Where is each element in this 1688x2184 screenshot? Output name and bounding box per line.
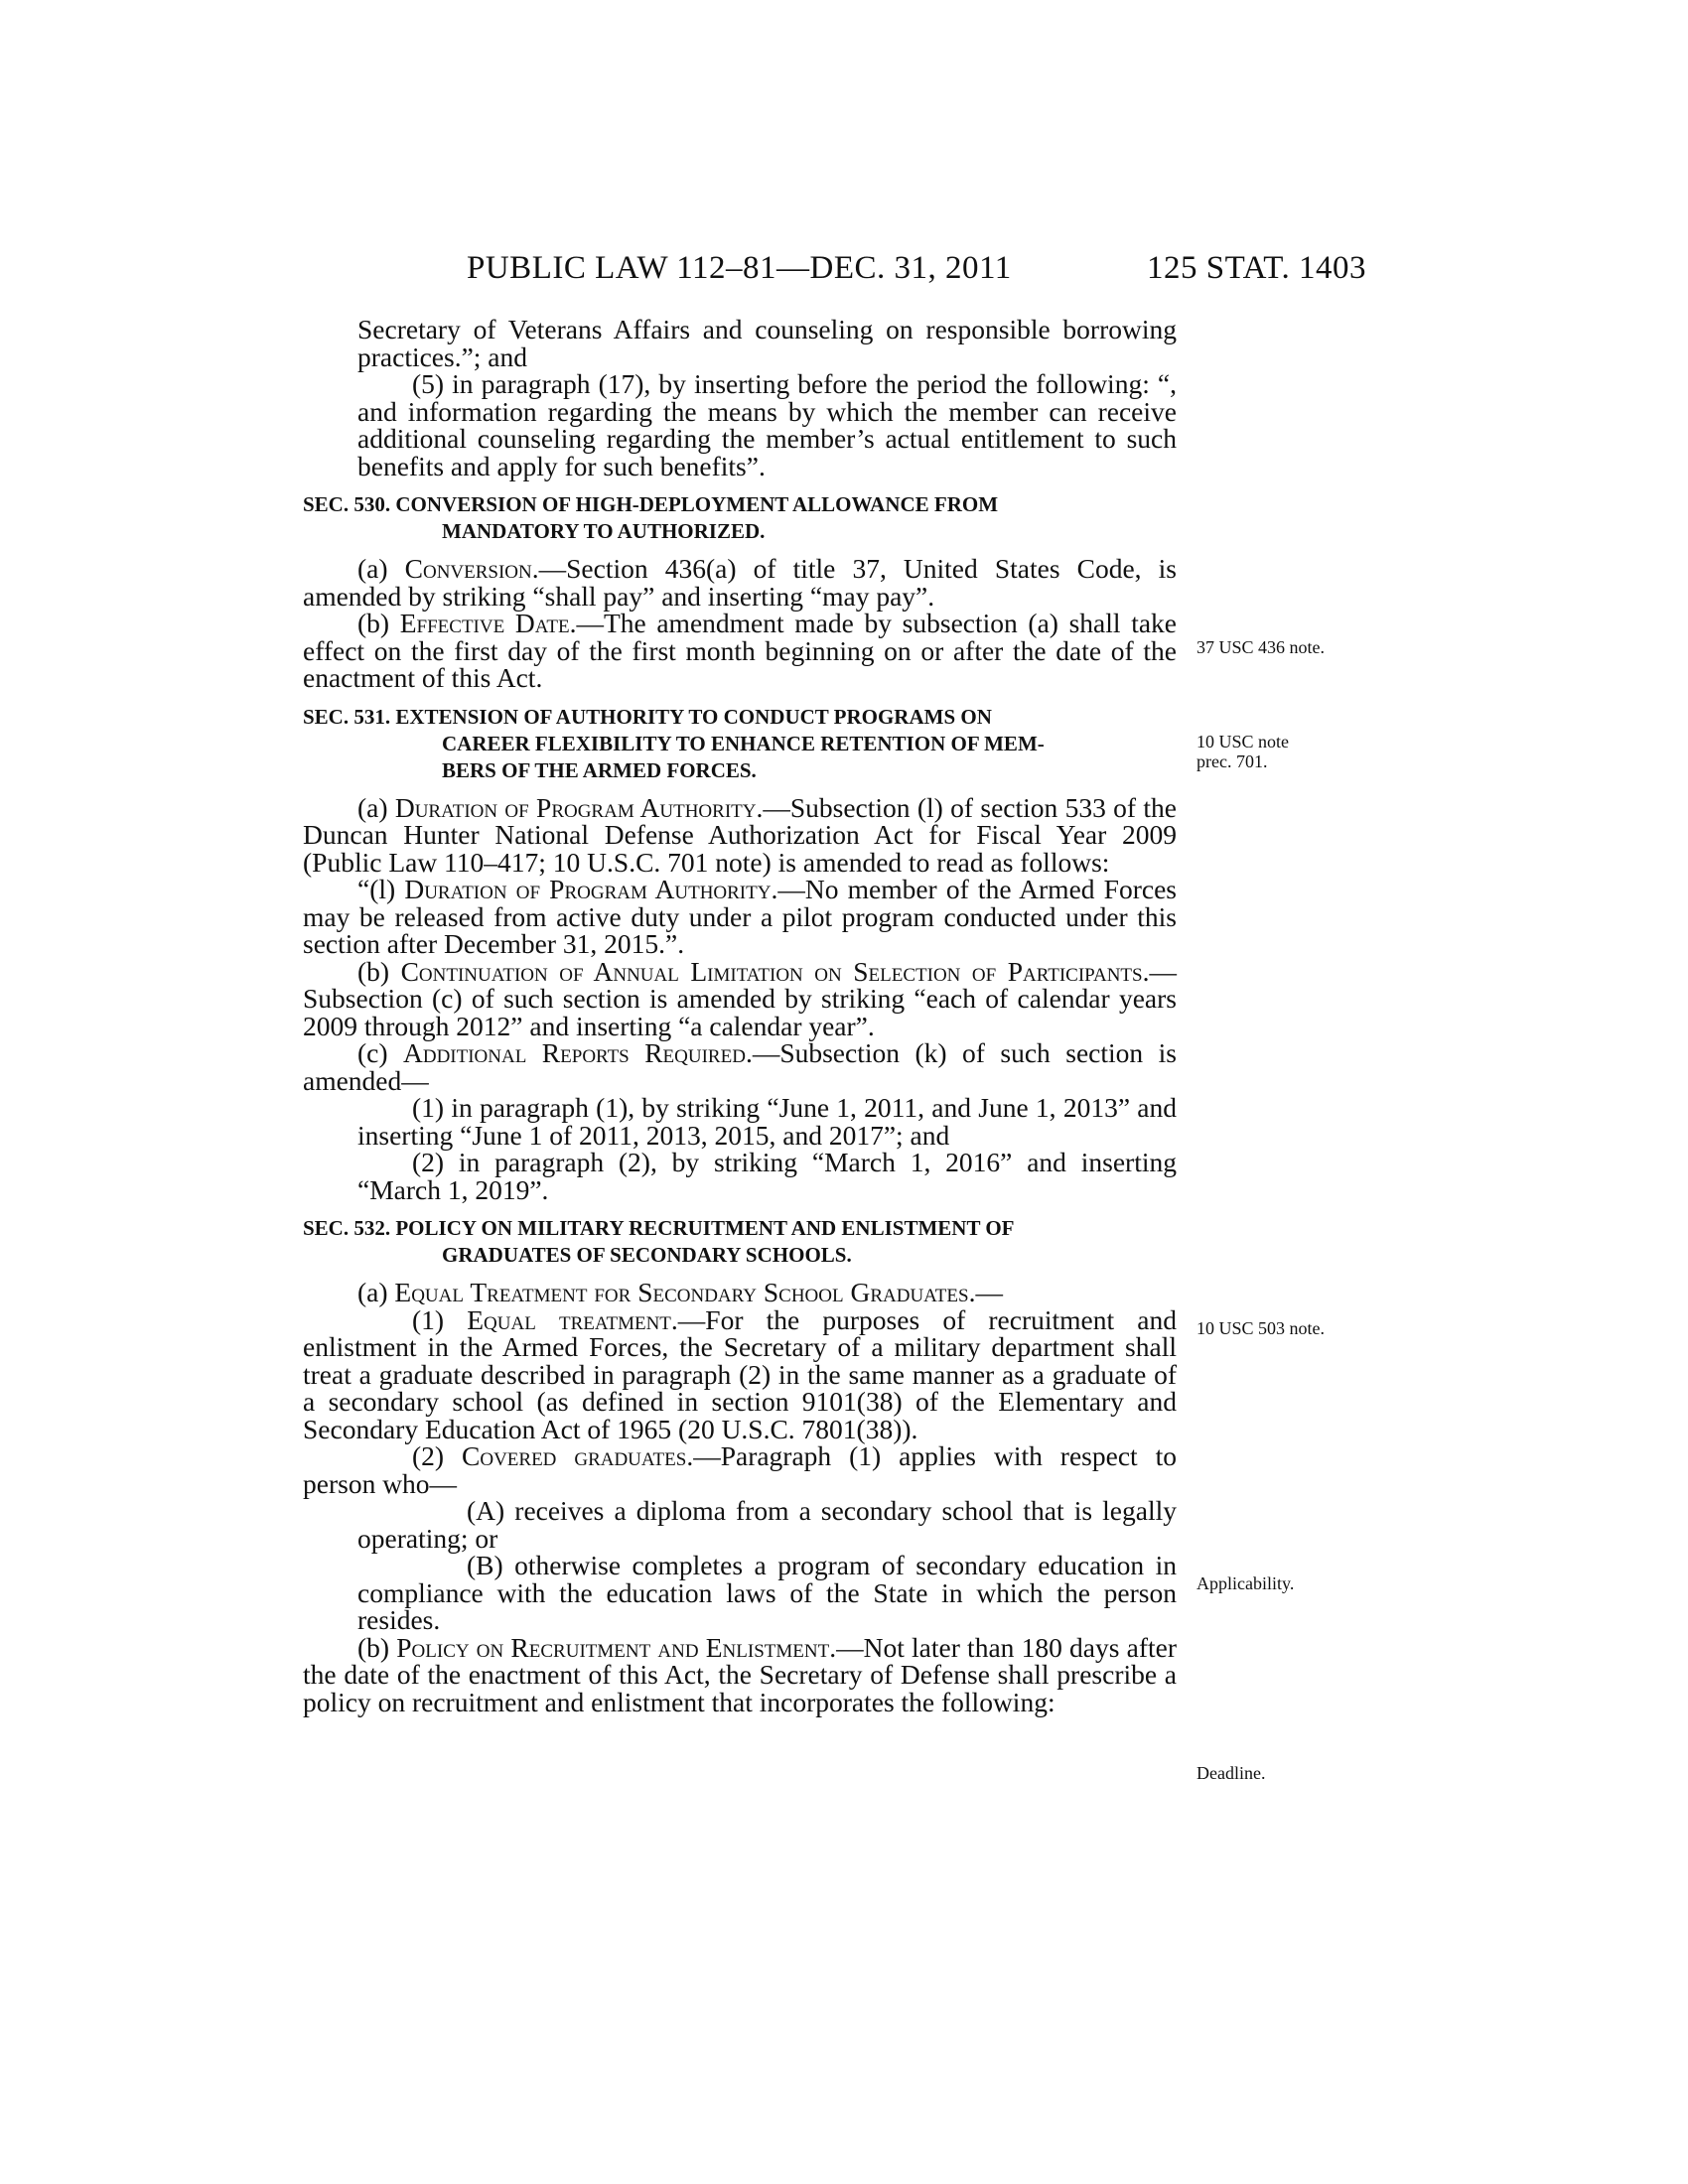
- text: .—No member of the Armed Forces may be released from active duty under a pilot program conducted under this section after December 31, 2015.”.: [303, 874, 1177, 959]
- page-header: [0, 250, 1688, 290]
- label: “(l): [357, 874, 405, 904]
- subheading: Equal Treatment for Secondary School Graduates: [394, 1277, 969, 1307]
- paragraph: [303, 955, 1177, 1041]
- label: (a): [357, 791, 395, 823]
- document-body: [303, 316, 1177, 1715]
- label: (c): [357, 1037, 403, 1068]
- label: (a): [357, 553, 405, 584]
- section-heading-530: [303, 491, 1177, 545]
- subheading: Covered graduates: [462, 1440, 687, 1471]
- paragraph: (1) in paragraph (1), by striking “June 1, 2011, and June 1, 2013” and inserting “June 1 of 2011, 2013, 2015, and 2017”; and: [357, 1092, 1177, 1151]
- text: .—For the purposes of recruitment and enlistment in the Armed Forces, the Secretary of a military department shall treat a graduate described in paragraph (2) in the same manner as a graduate of a secondary school (as defined in section 9101(38) of the Elementary and Secondary Education Act of 1965 (20 U.S.C. 7801(38)).: [303, 1303, 1177, 1444]
- section-title: POLICY ON MILITARY RECRUITMENT AND ENLISTMENT OF: [395, 1216, 1015, 1240]
- page-number: 125 STAT. 1403: [1147, 250, 1367, 286]
- section-title: GRADUATES OF SECONDARY SCHOOLS.: [442, 1243, 852, 1267]
- section-title: CONVERSION OF HIGH-DEPLOYMENT ALLOWANCE FROM: [395, 492, 999, 516]
- section-number: SEC. 532.: [303, 1216, 391, 1240]
- label: (2): [412, 1440, 463, 1471]
- paragraph: [303, 1279, 1177, 1306]
- paragraph: [303, 791, 1177, 878]
- section-title: EXTENSION OF AUTHORITY TO CONDUCT PROGRAMS ON: [395, 704, 992, 729]
- subheading: Policy on Recruitment and Enlistment: [396, 1631, 830, 1663]
- section-title: MANDATORY TO AUTHORIZED.: [442, 519, 766, 543]
- paragraph: [303, 876, 1177, 958]
- subheading: Conversion: [404, 553, 532, 584]
- subheading: Duration of Program Authority: [404, 874, 772, 904]
- paragraph: [303, 1631, 1177, 1717]
- paragraph: (A) receives a diploma from a secondary school that is legally operating; or: [357, 1495, 1177, 1554]
- section-title: BERS OF THE ARMED FORCES.: [442, 757, 757, 782]
- subheading: Additional Reports Required: [403, 1037, 746, 1068]
- subheading: Continuation of Annual Limitation on Selection of Participants: [400, 955, 1143, 987]
- text: .—The amendment made by subsection (a) shall take effect on the first day of the first month beginning on or after the date of the enactment of this Act.: [303, 608, 1177, 693]
- section-heading-531: [303, 704, 1177, 784]
- paragraph: [303, 1442, 1177, 1497]
- paragraph: [303, 1039, 1177, 1094]
- paragraph: [303, 610, 1177, 692]
- section-heading-532: [303, 1215, 1177, 1269]
- subheading: Equal treatment: [467, 1303, 671, 1335]
- text: .—Subsection (c) of such section is amended by striking “each of calendar years 2009 through 2012” and inserting “a calendar year”.: [303, 955, 1177, 1041]
- section-number: SEC. 530.: [303, 492, 391, 516]
- margin-note-line: prec. 701.: [1196, 751, 1268, 771]
- text: .—Paragraph (1) applies with respect to person who—: [303, 1440, 1177, 1499]
- paragraph: (5) in paragraph (17), by inserting before the period the following: “, and information regarding the means by which the member can receive additional counseling regarding the member’s actual entitlement to such benefits and apply for such benefits”.: [357, 368, 1177, 481]
- margin-note-sec530: 37 USC 436 note.: [1196, 637, 1326, 657]
- subheading: Effective Date: [399, 608, 570, 638]
- margin-note-sec532: 10 USC 503 note.: [1196, 1318, 1326, 1338]
- subheading: Duration of Program Authority: [394, 791, 757, 823]
- label: (a): [357, 1277, 395, 1307]
- margin-note-line: 10 USC note: [1196, 732, 1290, 751]
- paragraph: (2) in paragraph (2), by striking “March 1, 2016” and inserting “March 1, 2019”.: [357, 1147, 1177, 1205]
- label: (b): [357, 608, 400, 638]
- paragraph: [303, 555, 1177, 610]
- paragraph: (B) otherwise completes a program of secondary education in compliance with the education laws of the State in which the person resides.: [357, 1550, 1177, 1635]
- label: (1): [412, 1303, 468, 1335]
- text: .—Subsection (l) of section 533 of the Duncan Hunter National Defense Authorization Act for Fiscal Year 2009 (Public Law 110–417; 10 U.S.C. 701 note) is amended to read as follows:: [303, 791, 1177, 878]
- text: .—Subsection (k) of such section is amended—: [303, 1037, 1177, 1096]
- section-number: SEC. 531.: [303, 704, 391, 729]
- paragraph: [303, 1303, 1177, 1444]
- section-title: CAREER FLEXIBILITY TO ENHANCE RETENTION OF MEM-: [442, 731, 1045, 755]
- running-head: PUBLIC LAW 112–81—DEC. 31, 2011: [467, 250, 1012, 286]
- text: .—: [968, 1277, 1003, 1307]
- margin-note-applicability: Applicability.: [1196, 1573, 1295, 1593]
- margin-note-sec531: [1196, 732, 1385, 771]
- paragraph: Secretary of Veterans Affairs and counseling on responsible borrowing practices.”; and: [357, 314, 1177, 372]
- text: .—Not later than 180 days after the date of the enactment of this Act, the Secretary of Defense shall prescribe a policy on recruitment and enlistment that incorporates the following:: [303, 1631, 1177, 1717]
- label: (b): [357, 955, 401, 987]
- margin-note-deadline: Deadline.: [1196, 1763, 1266, 1783]
- label: (b): [357, 1631, 397, 1663]
- text: .—Section 436(a) of title 37, United States Code, is amended by striking “shall pay” and inserting “may pay”.: [303, 553, 1177, 612]
